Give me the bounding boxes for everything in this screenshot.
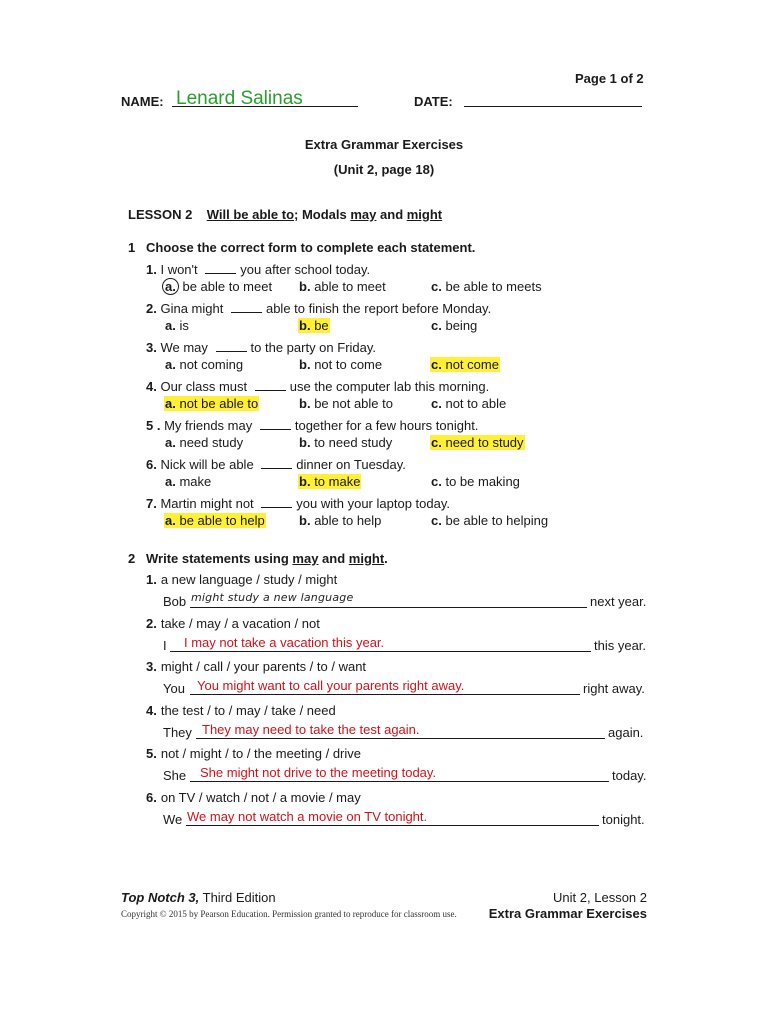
footer-copyright: Copyright © 2015 by Pearson Education. Permission granted to reproduce for classroom use.	[121, 909, 457, 919]
ex2-instr-might: might	[348, 551, 385, 566]
word-prompt: take / may / a vacation / not	[160, 615, 320, 631]
option-c-letter: c.	[431, 474, 442, 489]
lesson-topic-will-be-able-to: Will be able to	[206, 207, 295, 222]
option-b-text: be not able to	[314, 396, 393, 411]
word-prompt: on TV / watch / not / a movie / may	[160, 790, 361, 805]
sentence-end: right away.	[583, 681, 645, 697]
sentence-end: tonight.	[602, 812, 645, 827]
prompt-row	[146, 746, 361, 761]
answer-blank[interactable]	[205, 262, 236, 274]
lesson-may: may	[350, 207, 377, 222]
option-b-text: not to come	[314, 357, 383, 372]
answer-line[interactable]	[190, 781, 609, 782]
sentence-start: Bob	[163, 594, 187, 609]
written-answer: We may not watch a movie on TV tonight.	[187, 809, 428, 824]
option-b-content	[298, 396, 394, 411]
ex2-instr-period: .	[384, 551, 388, 566]
page-title: Extra Grammar Exercises	[304, 137, 464, 152]
item-number: 4.	[146, 702, 157, 718]
question-text-end: dinner on Tuesday.	[296, 457, 406, 472]
option-a-letter: a.	[165, 357, 176, 372]
written-answer: might study a new language	[191, 591, 354, 604]
option-a[interactable]	[164, 396, 259, 411]
option-c-text: not come	[445, 357, 499, 372]
option-c[interactable]	[430, 396, 507, 411]
date-label: DATE:	[414, 94, 453, 109]
option-a-content	[164, 474, 212, 489]
option-a-text: not coming	[179, 357, 244, 372]
option-c-letter: c.	[431, 396, 442, 411]
prompt-row	[146, 703, 336, 718]
question	[146, 496, 450, 511]
question-text-end: you after school today.	[240, 262, 371, 277]
question-text-end: use the computer lab this morning.	[289, 379, 490, 394]
lesson-heading	[128, 207, 442, 222]
option-c-letter: c.	[431, 513, 442, 528]
word-prompt: a new language / study / might	[160, 572, 338, 587]
lesson-sep: ; Modals	[294, 207, 351, 222]
question	[146, 418, 478, 433]
footer-section: Extra Grammar Exercises	[488, 906, 647, 921]
name-label: NAME:	[121, 94, 164, 109]
ex2-instr-pre: Write statements using	[146, 551, 293, 566]
option-a[interactable]	[164, 474, 212, 489]
option-b-letter: b.	[299, 435, 311, 450]
option-c-text: need to study	[445, 435, 524, 450]
option-b[interactable]	[298, 435, 393, 450]
footer-book-title: Top Notch 3,	[121, 890, 200, 905]
option-b-letter: b.	[299, 357, 311, 372]
answer-line[interactable]	[170, 651, 591, 652]
option-c-text: be able to helping	[445, 513, 549, 528]
option-b[interactable]	[298, 318, 330, 333]
option-b-content	[298, 513, 382, 528]
question-number: 5 .	[146, 418, 161, 433]
question-number: 3.	[146, 340, 157, 355]
sentence-start: She	[163, 768, 187, 784]
question-text-start: Gina might	[160, 301, 224, 316]
option-c-content	[430, 396, 507, 411]
word-prompt: the test / to / may / take / need	[160, 702, 336, 718]
answer-line[interactable]	[196, 738, 605, 739]
option-a-content	[164, 318, 190, 333]
answer-blank[interactable]	[261, 457, 292, 469]
question-text-end: together for a few hours tonight.	[294, 418, 479, 433]
item-number: 2.	[146, 615, 157, 631]
prompt-row	[146, 616, 320, 631]
option-c[interactable]	[430, 435, 525, 450]
option-c-letter: c.	[431, 435, 442, 450]
word-prompt: not / might / to / the meeting / drive	[160, 746, 361, 762]
question-text-start: We may	[160, 340, 208, 355]
date-line[interactable]	[464, 106, 642, 107]
option-b-text: to make	[314, 474, 361, 489]
page-subtitle: (Unit 2, page 18)	[333, 162, 435, 177]
option-b-text: able to meet	[314, 279, 386, 294]
option-c-letter: c.	[431, 318, 442, 333]
option-a-letter: a.	[165, 396, 176, 411]
answer-blank[interactable]	[231, 301, 262, 313]
answer-line[interactable]	[190, 694, 580, 695]
option-a-content	[164, 513, 266, 528]
question-number: 2.	[146, 301, 157, 316]
exercise-2-instruction	[146, 551, 388, 566]
question-text-end: able to finish the report before Monday.	[265, 301, 492, 316]
option-b-content	[298, 279, 387, 294]
ex2-instr-may: may	[292, 551, 319, 566]
option-a-content	[164, 279, 273, 294]
sentence-start: They	[163, 724, 192, 740]
option-c[interactable]	[430, 279, 543, 294]
exercise-1-instruction: Choose the correct form to complete each statement.	[146, 240, 476, 255]
option-b[interactable]	[298, 513, 382, 528]
option-c-text: to be making	[445, 474, 520, 489]
item-number: 1.	[146, 572, 157, 587]
footer-edition: Third Edition	[199, 890, 276, 905]
option-a[interactable]	[164, 279, 273, 294]
option-a-letter: a.	[162, 278, 179, 295]
sentence-start: You	[163, 681, 185, 697]
option-b-letter: b.	[299, 474, 311, 489]
option-b[interactable]	[298, 474, 361, 489]
option-b-letter: b.	[299, 279, 311, 294]
exercise-2-number: 2	[128, 551, 136, 566]
question-text-end: you with your laptop today.	[296, 496, 450, 511]
option-a[interactable]	[164, 435, 244, 450]
question-text-start: Martin might not	[160, 496, 254, 511]
option-c-content	[430, 357, 500, 372]
option-b[interactable]	[298, 396, 394, 411]
option-a[interactable]	[164, 513, 266, 528]
answer-blank[interactable]	[216, 340, 247, 352]
answer-line[interactable]	[190, 607, 587, 608]
written-answer: You might want to call your parents right away.	[197, 678, 465, 694]
option-c-content	[430, 279, 543, 294]
option-b-text: to need study	[314, 435, 393, 450]
lesson-and: and	[376, 207, 407, 222]
lesson-prefix: LESSON 2	[128, 207, 193, 222]
option-a-content	[164, 357, 244, 372]
word-prompt: might / call / your parents / to / want	[160, 659, 367, 675]
footer-book	[121, 890, 276, 905]
option-a-text: make	[179, 474, 212, 489]
question-text-start: Nick will be able	[160, 457, 254, 472]
written-answer: They may need to take the test again.	[202, 721, 420, 737]
option-a-text: be able to meet	[182, 279, 273, 294]
question-text-start: Our class must	[160, 379, 248, 394]
option-a-letter: a.	[165, 474, 176, 489]
option-b[interactable]	[298, 279, 387, 294]
answer-line[interactable]	[186, 825, 599, 826]
option-c-letter: c.	[431, 357, 442, 372]
option-c-text: be able to meets	[445, 279, 542, 294]
answer-blank[interactable]	[260, 418, 291, 430]
option-b-text: able to help	[314, 513, 382, 528]
option-a-text: need study	[179, 435, 244, 450]
option-a-letter: a.	[165, 318, 176, 333]
item-number: 3.	[146, 659, 157, 675]
option-b-content	[298, 318, 330, 333]
option-a-content	[164, 435, 244, 450]
option-a-text: be able to help	[179, 513, 265, 528]
student-name: Lenard Salinas	[176, 88, 303, 109]
question	[146, 457, 406, 472]
option-a[interactable]	[164, 357, 244, 372]
prompt-row	[146, 572, 337, 587]
ex2-instr-and: and	[318, 551, 349, 566]
option-a-text: not be able to	[179, 396, 259, 411]
option-c-content	[430, 435, 525, 450]
option-b-letter: b.	[299, 318, 311, 333]
question	[146, 340, 376, 355]
prompt-row	[146, 790, 361, 805]
question	[146, 301, 491, 316]
option-b-content	[298, 474, 361, 489]
footer-unit: Unit 2, Lesson 2	[553, 890, 647, 905]
answer-blank[interactable]	[261, 496, 292, 508]
page-number: Page 1 of 2	[575, 71, 644, 86]
question-number: 6.	[146, 457, 157, 472]
question-text-start: I won't	[160, 262, 198, 277]
option-b-letter: b.	[299, 513, 311, 528]
option-c-content	[430, 474, 521, 489]
option-c-content	[430, 318, 478, 333]
written-answer: She might not drive to the meeting today.	[200, 765, 437, 781]
question-text-end: to the party on Friday.	[250, 340, 377, 355]
sentence-end: today.	[612, 768, 647, 784]
question-number: 7.	[146, 496, 157, 511]
exercise-1-number: 1	[128, 240, 136, 255]
option-c[interactable]	[430, 357, 500, 372]
item-number: 5.	[146, 746, 157, 762]
option-b-text: be	[314, 318, 329, 333]
sentence-start: I	[163, 637, 167, 653]
option-b[interactable]	[298, 357, 383, 372]
option-c-content	[430, 513, 549, 528]
option-a-letter: a.	[165, 435, 176, 450]
option-c-text: not to able	[445, 396, 507, 411]
option-b-content	[298, 357, 383, 372]
question-number: 4.	[146, 379, 157, 394]
question	[146, 262, 370, 277]
option-c[interactable]	[430, 474, 521, 489]
sentence-start: We	[163, 812, 183, 827]
option-c[interactable]	[430, 318, 478, 333]
item-number: 6.	[146, 790, 157, 805]
option-b-letter: b.	[299, 396, 311, 411]
written-answer: I may not take a vacation this year.	[184, 634, 385, 650]
answer-blank[interactable]	[255, 379, 286, 391]
sentence-end: again.	[608, 724, 644, 740]
sentence-end: this year.	[594, 637, 647, 653]
option-a-text: is	[179, 318, 189, 333]
option-c-text: being	[445, 318, 478, 333]
option-b-content	[298, 435, 393, 450]
sentence-end: next year.	[590, 594, 647, 609]
question-text-start: My friends may	[164, 418, 253, 433]
prompt-row	[146, 659, 366, 674]
option-a-content	[164, 396, 259, 411]
lesson-might: might	[406, 207, 443, 222]
option-c[interactable]	[430, 513, 549, 528]
question	[146, 379, 489, 394]
question-number: 1.	[146, 262, 157, 277]
option-a-letter: a.	[165, 513, 176, 528]
option-c-letter: c.	[431, 279, 442, 294]
option-a[interactable]	[164, 318, 190, 333]
